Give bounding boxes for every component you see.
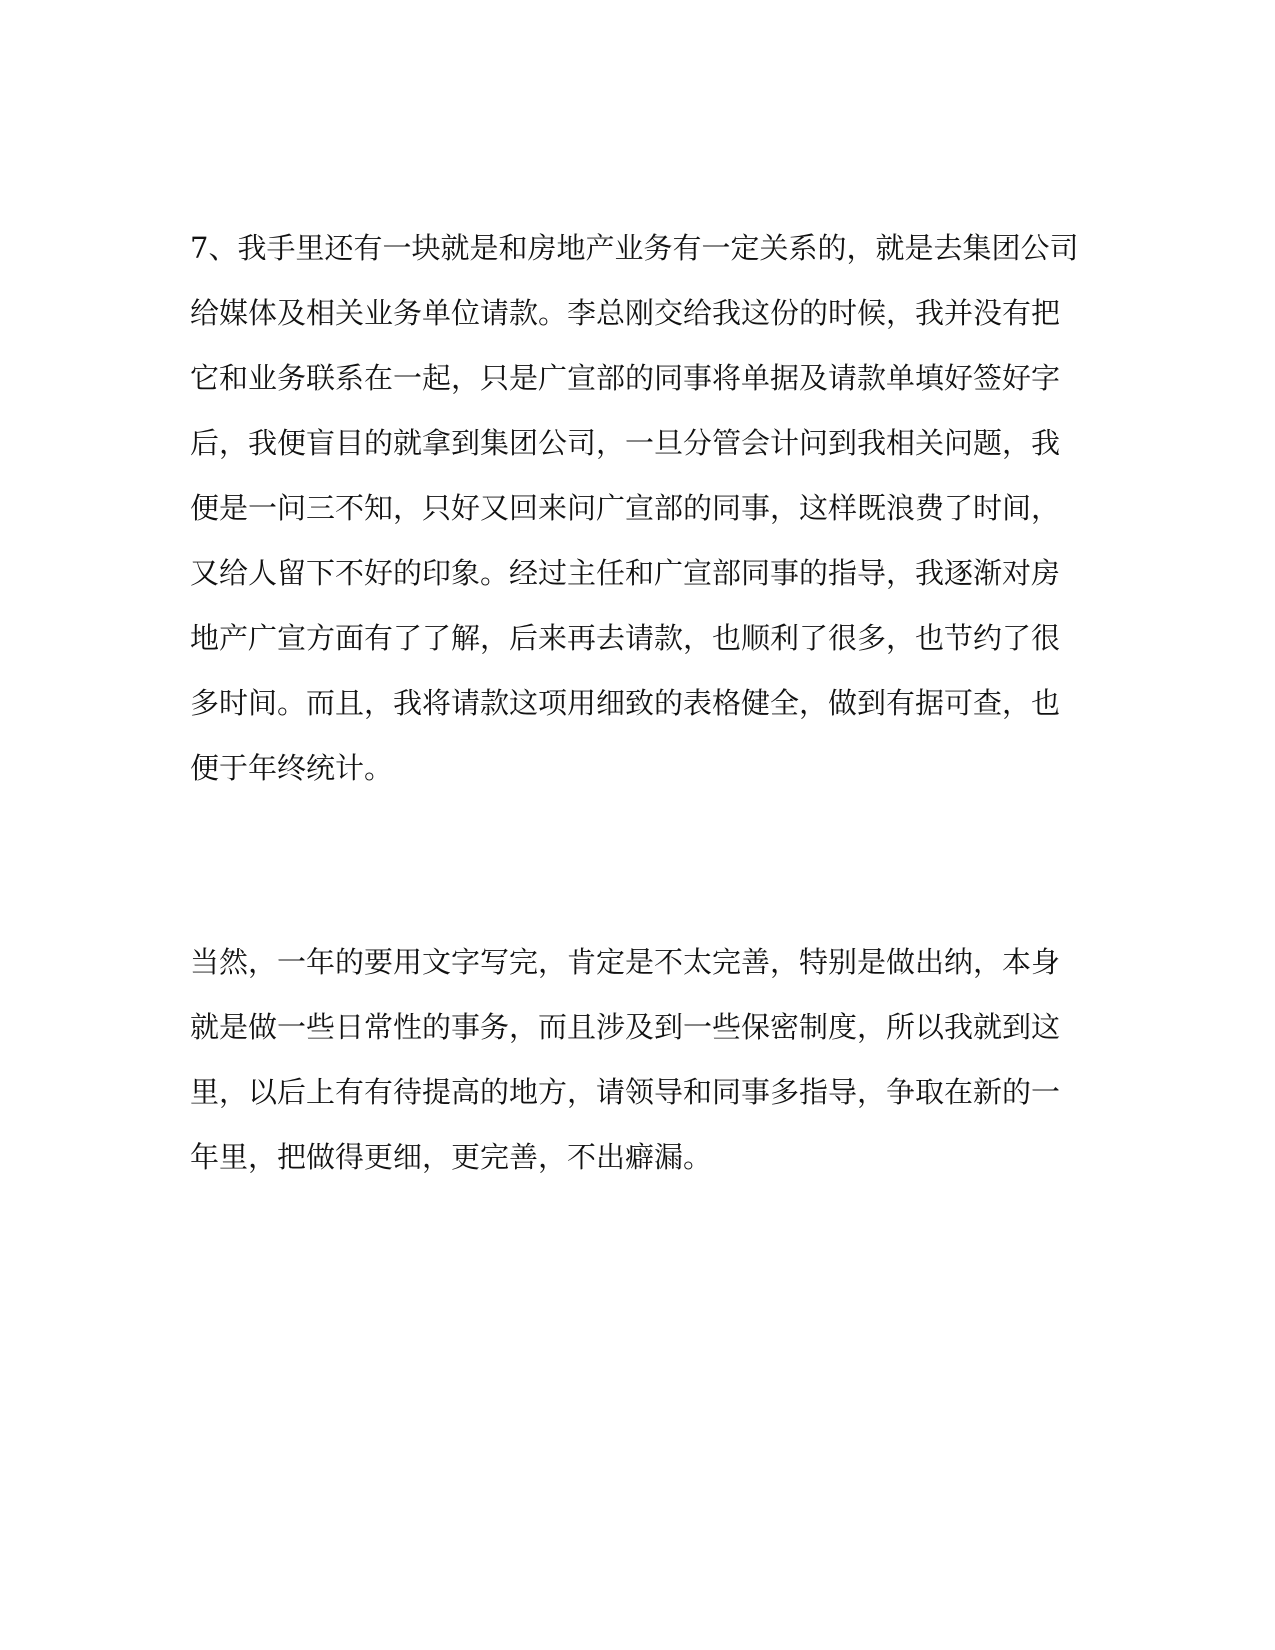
- text-line: 7、我手里还有一块就是和房地产业务有一定关系的，就是去集团公司: [190, 231, 1079, 265]
- text-line: 里，以后上有有待提高的地方，请领导和同事多指导，争取在新的一: [190, 1075, 1061, 1109]
- text-line: 地产广宣方面有了了解，后来再去请款，也顺利了很多，也节约了很: [190, 621, 1061, 655]
- text-line: 给媒体及相关业务单位请款。李总刚交给我这份的时候，我并没有把: [190, 296, 1061, 330]
- text-line: 当然，一年的要用文字写完，肯定是不太完善，特别是做出纳，本身: [190, 945, 1061, 979]
- text-line: 便是一问三不知，只好又回来问广宣部的同事，这样既浪费了时间，: [190, 491, 1061, 525]
- text-line: 又给人留下不好的印象。经过主任和广宣部同事的指导，我逐渐对房: [190, 556, 1061, 590]
- text-line: 它和业务联系在一起，只是广宣部的同事将单据及请款单填好签好字: [190, 361, 1061, 395]
- paragraph-conclusion: [190, 930, 1060, 1190]
- text-line: 就是做一些日常性的事务，而且涉及到一些保密制度，所以我就到这: [190, 1010, 1061, 1044]
- text-line: 便于年终统计。: [190, 751, 394, 785]
- text-line: 后，我便盲目的就拿到集团公司，一旦分管会计问到我相关问题，我: [190, 426, 1061, 460]
- paragraph-request-funds: [190, 216, 1078, 801]
- text-line: 多时间。而且，我将请款这项用细致的表格健全，做到有据可查，也: [190, 686, 1061, 720]
- text-line: 年里，把做得更细，更完善，不出癖漏。: [190, 1140, 713, 1174]
